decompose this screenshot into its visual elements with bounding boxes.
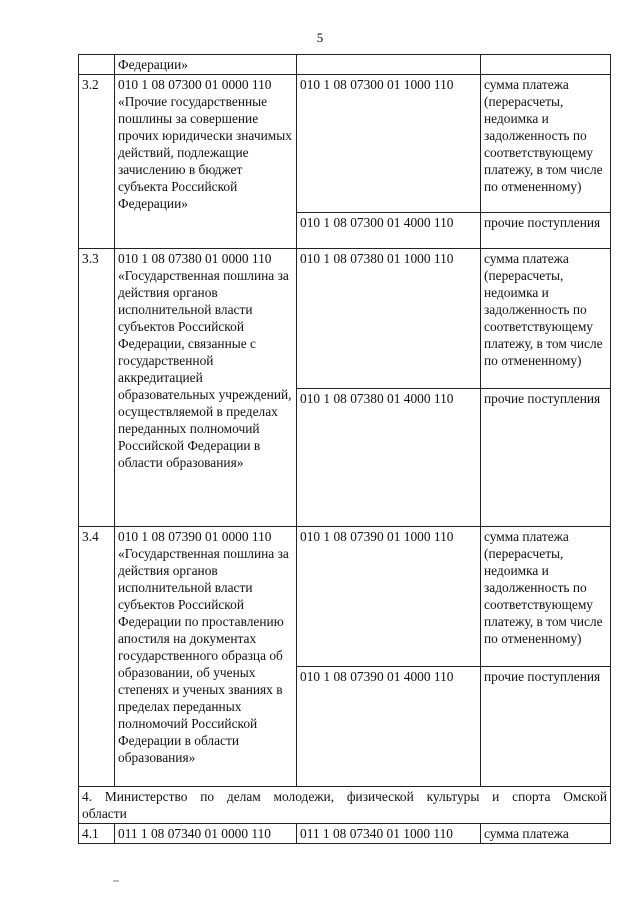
income-name: «Прочие государственные пошлины за совершение прочих юридически значимых действий, подлежащие зачислению в бюджет субъекта Российской Федерации»: [118, 94, 292, 211]
sub-code-cell: 010 1 08 07380 01 4000 110: [297, 389, 481, 527]
section-title-line-2: области: [82, 806, 127, 821]
table-row: [79, 824, 611, 844]
page-number: 5: [316, 30, 324, 45]
num-cell: [79, 55, 115, 75]
name-cell: Федерации»: [115, 55, 297, 75]
code-cell: [297, 55, 481, 75]
income-code: 010 1 08 07390 01 0000 110: [118, 529, 272, 544]
num-cell: 4.1: [79, 824, 115, 844]
num-cell: 3.2: [79, 75, 115, 249]
table-row: [79, 75, 611, 213]
revenue-codes-table: [78, 54, 611, 844]
desc-cell: прочие поступления: [481, 667, 611, 787]
section-title-line-1: 4. Министерство по делам молодежи, физической культуры и спорта Омской: [82, 789, 607, 804]
section-header-row: [79, 787, 611, 824]
income-name: «Государственная пошлина за действия органов исполнительной власти субъектов Российской Федерации, связанные с государственной аккредитацией образовательных учреждений, осуществляемой в пределах переданных полномочий Российской Федерации в области образования»: [118, 268, 292, 470]
desc-cell: [481, 55, 611, 75]
table-row: [79, 249, 611, 389]
sub-code-cell: 010 1 08 07300 01 4000 110: [297, 213, 481, 249]
table-row-continuation: [79, 55, 611, 75]
sub-code-cell: 010 1 08 07300 01 1000 110: [297, 75, 481, 213]
sub-code-cell: 010 1 08 07390 01 4000 110: [297, 667, 481, 787]
desc-cell: прочие поступления: [481, 213, 611, 249]
income-name: «Государственная пошлина за действия органов исполнительной власти субъектов Российской Федерации по проставлению апостиля на документах государственного образца об образовании, об ученых степенях и ученых званиях в пределах переданных полномочий Российской Федерации в области образования»: [118, 546, 289, 765]
income-code: 010 1 08 07380 01 0000 110: [118, 251, 272, 266]
desc-cell: сумма платежа (перерасчеты, недоимка и задолженность по соответствующему платежу, в том числе по отмененному): [481, 75, 611, 213]
section-title: [79, 787, 611, 824]
income-code: 010 1 08 07300 01 0000 110: [118, 77, 272, 92]
name-cell: [115, 75, 297, 249]
num-cell: 3.4: [79, 527, 115, 787]
desc-cell: прочие поступления: [481, 389, 611, 527]
scan-mark: [113, 880, 119, 882]
desc-cell: сумма платежа (перерасчеты, недоимка и задолженность по соответствующему платежу, в том числе по отмененному): [481, 527, 611, 667]
sub-code-cell: 010 1 08 07380 01 1000 110: [297, 249, 481, 389]
table-row: [79, 527, 611, 667]
name-cell: 011 1 08 07340 01 0000 110: [115, 824, 297, 844]
desc-cell: сумма платежа (перерасчеты, недоимка и задолженность по соответствующему платежу, в том числе по отмененному): [481, 249, 611, 389]
name-cell: [115, 527, 297, 787]
sub-code-cell: 011 1 08 07340 01 1000 110: [297, 824, 481, 844]
sub-code-cell: 010 1 08 07390 01 1000 110: [297, 527, 481, 667]
num-cell: 3.3: [79, 249, 115, 527]
name-cell: [115, 249, 297, 527]
desc-cell: сумма платежа: [481, 824, 611, 844]
